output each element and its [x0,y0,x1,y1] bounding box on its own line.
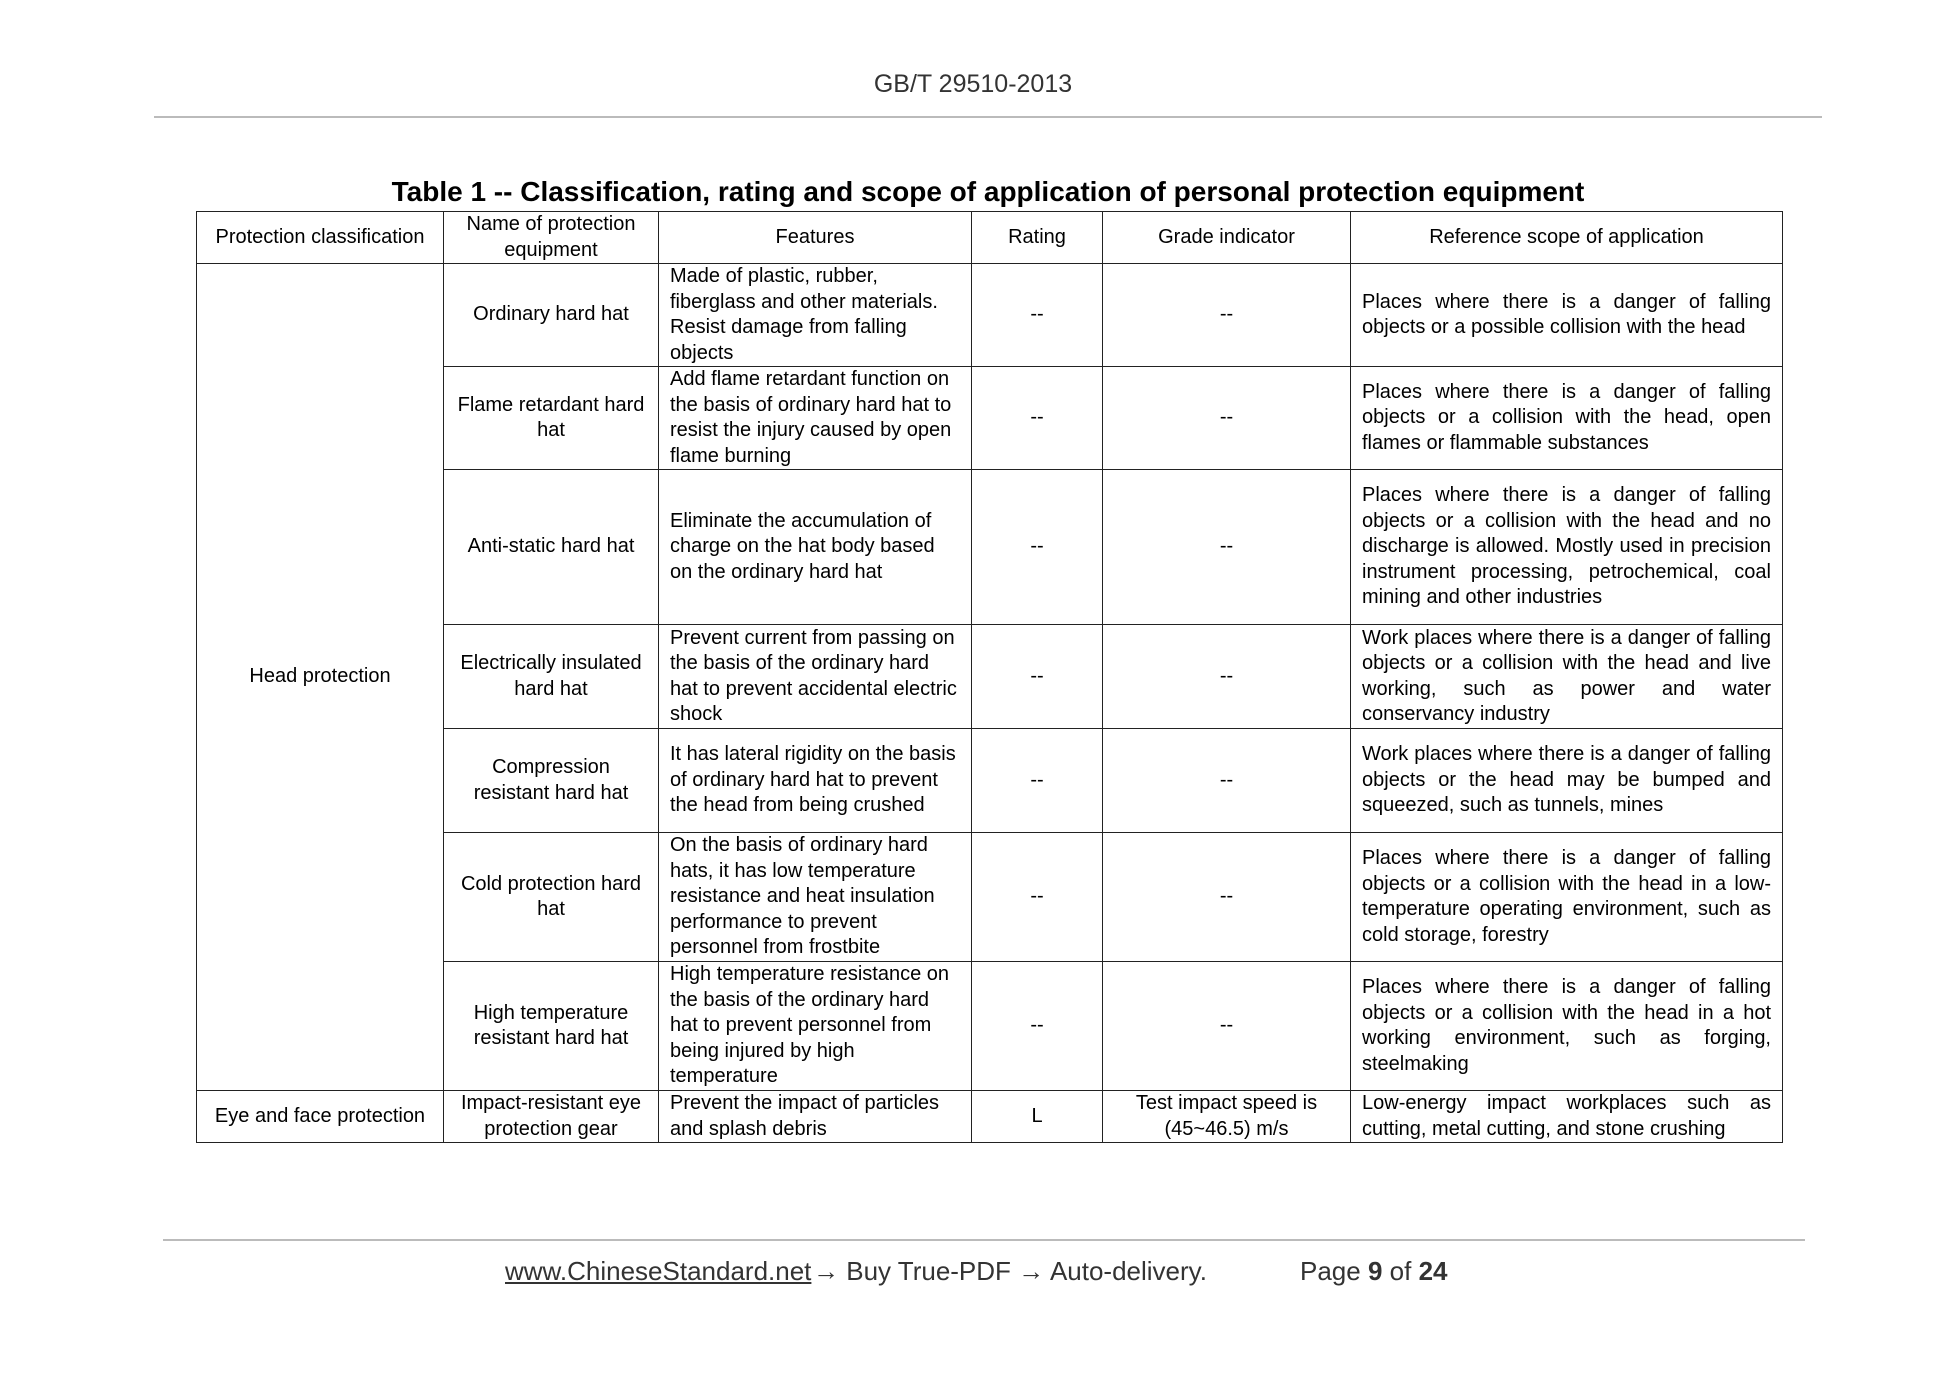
equipment-name-cell: Cold protection hard hat [444,833,659,962]
classification-table [196,211,1783,1143]
column-header: Reference scope of application [1351,212,1783,264]
page-total: 24 [1418,1256,1448,1286]
column-header: Protection classification [197,212,444,264]
website-link[interactable]: www.ChineseStandard.net [505,1256,812,1286]
grade-indicator-cell: -- [1103,367,1351,470]
features-cell: It has lateral rigidity on the basis of ordinary hard hat to prevent the head from being crushed [659,729,972,833]
rating-cell: -- [972,833,1103,962]
table-title: Table 1 -- Classification, rating and scope of application of personal protection equipment [391,176,1585,207]
features-cell: Prevent current from passing on the basis of the ordinary hard hat to prevent accidental electric shock [659,625,972,729]
features-cell: Add flame retardant function on the basis of ordinary hard hat to resist the injury caused by open flame burning [659,367,972,470]
column-header: Features [659,212,972,264]
page-indicator [1300,1256,1448,1287]
scope-cell: Places where there is a danger of falling objects or a collision with the head, open flames or flammable substances [1351,367,1783,470]
column-header: Grade indicator [1103,212,1351,264]
equipment-name-cell: Ordinary hard hat [444,264,659,367]
grade-indicator-cell: -- [1103,470,1351,625]
classification-cell: Eye and face protection [197,1091,444,1143]
equipment-name-cell: High temperature resistant hard hat [444,962,659,1091]
equipment-name-cell: Impact-resistant eye protection gear [444,1091,659,1143]
features-cell: High temperature resistance on the basis of the ordinary hard hat to prevent personnel from being injured by high temperature [659,962,972,1091]
scope-cell: Places where there is a danger of falling objects or a collision with the head and no discharge is allowed. Mostly used in precision instrument processing, petrochemical, coal mining and other industries [1351,470,1783,625]
grade-indicator-cell: Test impact speed is (45~46.5) m/s [1103,1091,1351,1143]
rating-cell: L [972,1091,1103,1143]
features-cell: On the basis of ordinary hard hats, it has low temperature resistance and heat insulation performance to prevent personnel from frostbite [659,833,972,962]
scope-cell: Low-energy impact workplaces such as cutting, metal cutting, and stone crushing [1351,1091,1783,1143]
rating-cell: -- [972,367,1103,470]
table-header-row [197,212,1783,264]
document-code: GB/T 29510-2013 [873,70,1073,98]
purchase-note: → Buy True-PDF → Auto-delivery. [813,1256,1207,1286]
grade-indicator-cell: -- [1103,962,1351,1091]
table-row [197,1091,1783,1143]
column-header: Rating [972,212,1103,264]
scope-cell: Work places where there is a danger of falling objects or a collision with the head and live working, such as power and water conservancy industry [1351,625,1783,729]
equipment-name-cell: Compression resistant hard hat [444,729,659,833]
footer-divider [163,1239,1805,1241]
equipment-name-cell: Flame retardant hard hat [444,367,659,470]
classification-cell: Head protection [197,264,444,1091]
header-divider [154,116,1822,118]
scope-cell: Places where there is a danger of falling objects or a collision with the head in a low-temperature operating environment, such as cold storage, forestry [1351,833,1783,962]
grade-indicator-cell: -- [1103,729,1351,833]
page-label: Page [1300,1256,1361,1286]
features-cell: Made of plastic, rubber, fiberglass and other materials. Resist damage from falling objects [659,264,972,367]
of-label: of [1389,1256,1412,1286]
rating-cell: -- [972,470,1103,625]
features-cell: Prevent the impact of particles and splash debris [659,1091,972,1143]
rating-cell: -- [972,264,1103,367]
grade-indicator-cell: -- [1103,625,1351,729]
scope-cell: Places where there is a danger of falling objects or a collision with the head in a hot working environment, such as forging, steelmaking [1351,962,1783,1091]
scope-cell: Work places where there is a danger of falling objects or the head may be bumped and squeezed, such as tunnels, mines [1351,729,1783,833]
scope-cell: Places where there is a danger of falling objects or a possible collision with the head [1351,264,1783,367]
column-header: Name of protection equipment [444,212,659,264]
grade-indicator-cell: -- [1103,833,1351,962]
grade-indicator-cell: -- [1103,264,1351,367]
page-number: 9 [1367,1256,1383,1286]
equipment-name-cell: Anti-static hard hat [444,470,659,625]
rating-cell: -- [972,625,1103,729]
features-cell: Eliminate the accumulation of charge on the hat body based on the ordinary hard hat [659,470,972,625]
rating-cell: -- [972,729,1103,833]
rating-cell: -- [972,962,1103,1091]
page-footer [0,1256,1946,1296]
table-row [197,264,1783,367]
equipment-name-cell: Electrically insulated hard hat [444,625,659,729]
